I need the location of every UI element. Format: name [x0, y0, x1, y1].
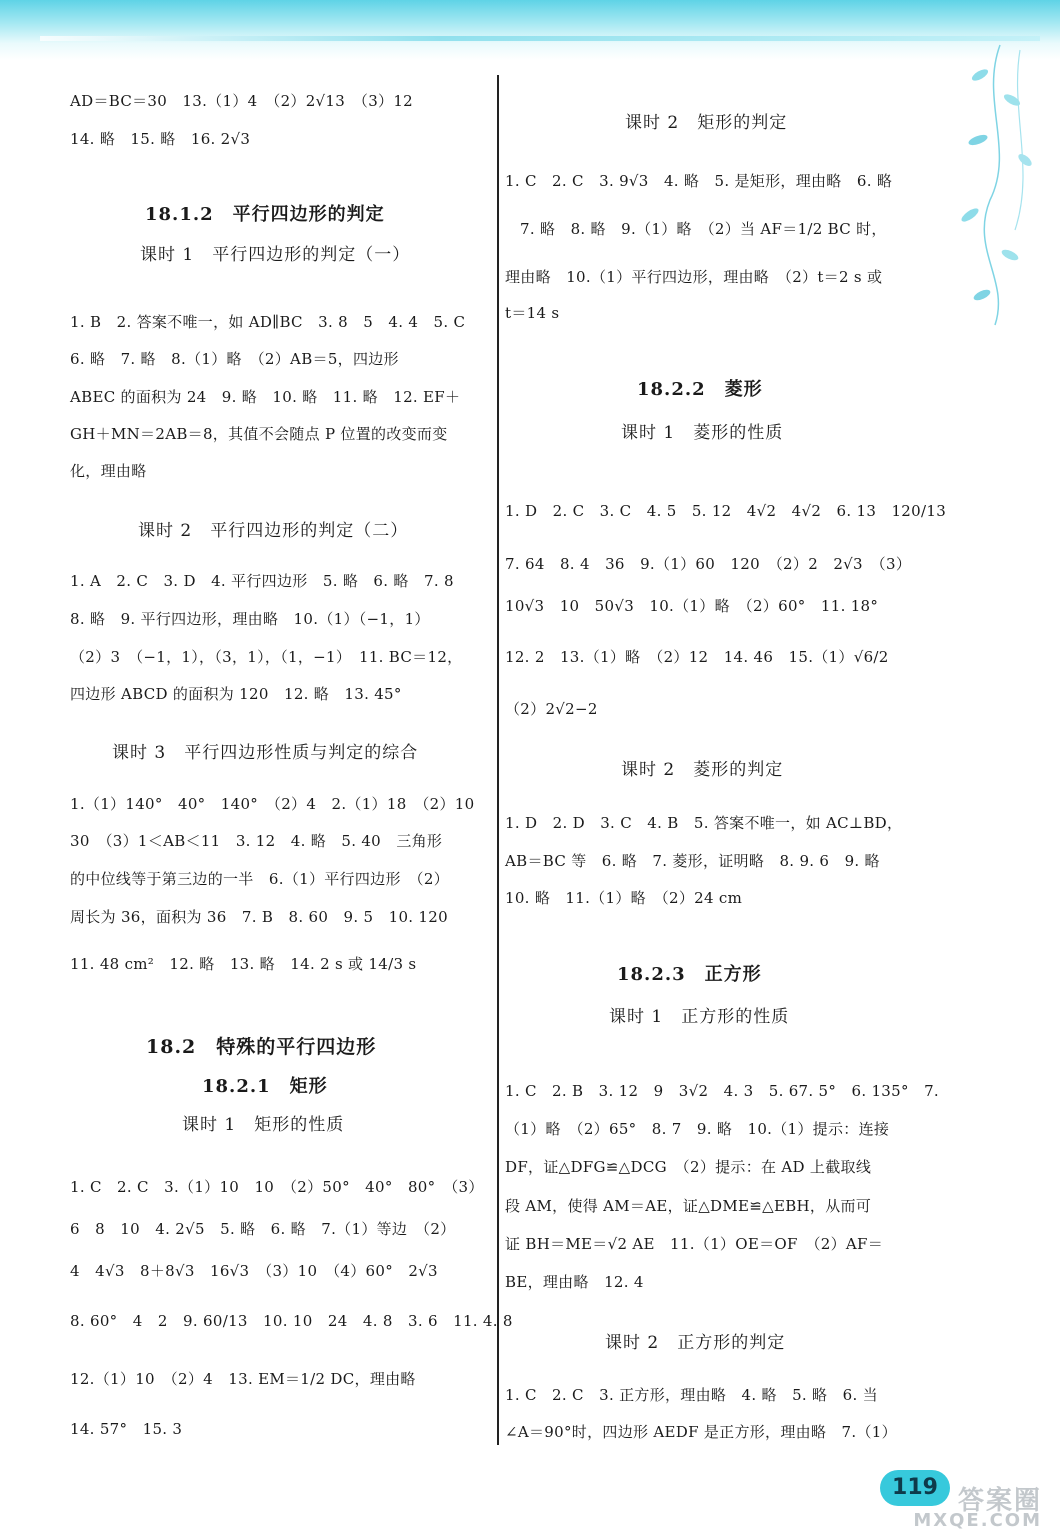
- answer-line: 14. 57° 15. 3: [70, 1420, 183, 1438]
- answer-line: ABEC 的面积为 24 9. 略 10. 略 11. 略 12. EF＋: [70, 388, 461, 406]
- answer-line: 1.（1）140° 40° 140° （2）4 2.（1）18 （2）10: [70, 795, 475, 813]
- section-title: 18.2.2 菱形: [637, 379, 763, 400]
- answer-line: 11. 48 cm² 12. 略 13. 略 14. 2 s 或 14/3 s: [70, 955, 417, 973]
- answer-line: 段 AM，使得 AM＝AE，证△DME≌△EBH，从而可: [505, 1197, 872, 1215]
- answer-line: 7. 略 8. 略 9.（1）略 （2）当 AF＝1/2 BC 时，: [520, 220, 887, 238]
- lesson-title: 课时 2 矩形的判定: [625, 113, 788, 133]
- answer-line: 四边形 ABCD 的面积为 120 12. 略 13. 45°: [70, 685, 402, 703]
- answer-line: 1. C 2. C 3. 正方形，理由略 4. 略 5. 略 6. 当: [505, 1386, 878, 1404]
- lesson-title: 课时 1 菱形的性质: [621, 423, 784, 443]
- lesson-title: 课时 3 平行四边形性质与判定的综合: [112, 743, 419, 763]
- answer-line: 化，理由略: [70, 462, 147, 480]
- lesson-title: 课时 1 正方形的性质: [609, 1007, 790, 1027]
- lesson-title: 课时 2 平行四边形的判定（二）: [138, 521, 409, 541]
- lesson-title: 课时 2 正方形的判定: [605, 1333, 786, 1353]
- header-banner: [0, 0, 1060, 60]
- answer-line: （2）3 （−1，1），（3，1），（1，−1） 11. BC＝12，: [70, 648, 463, 666]
- answer-line: 证 BH＝ME＝√2 AE 11.（1）OE＝OF （2）AF＝: [505, 1235, 884, 1253]
- answer-line: 1. A 2. C 3. D 4. 平行四边形 5. 略 6. 略 7. 8: [70, 572, 454, 590]
- watermark-text: 答案圈: [957, 1486, 1042, 1516]
- answer-line: 的中位线等于第三边的一半 6.（1）平行四边形 （2）: [70, 870, 450, 888]
- lesson-title: 课时 1 矩形的性质: [182, 1115, 345, 1135]
- answer-line: GH＋MN＝2AB＝8，其值不会随点 P 位置的改变而变: [70, 425, 448, 443]
- answer-line: 30 （3）1＜AB＜11 3. 12 4. 略 5. 40 三角形: [70, 832, 443, 850]
- answer-line: 6. 略 7. 略 8.（1）略 （2）AB＝5，四边形: [70, 350, 399, 368]
- answer-line: 4 4√3 8＋8√3 16√3 （3）10 （4）60° 2√3: [70, 1262, 438, 1280]
- section-title: 18.1.2 平行四边形的判定: [145, 204, 385, 225]
- answer-line: （1）略 （2）65° 8. 7 9. 略 10.（1）提示：连接: [505, 1120, 890, 1138]
- answer-line: ∠A＝90°时，四边形 AEDF 是正方形，理由略 7.（1）: [505, 1423, 897, 1441]
- answer-line: 6 8 10 4. 2√5 5. 略 6. 略 7.（1）等边 （2）: [70, 1220, 456, 1238]
- page-number: 119: [880, 1470, 950, 1506]
- answer-line: t＝14 s: [505, 304, 560, 322]
- watermark-url: MXQE.COM: [913, 1510, 1042, 1531]
- answer-line: 8. 略 9. 平行四边形，理由略 10.（1）（−1，1）: [70, 610, 430, 628]
- answer-line: 1. D 2. C 3. C 4. 5 5. 12 4√2 4√2 6. 13 120/13: [505, 502, 947, 520]
- column-divider: [497, 75, 499, 1445]
- lesson-title: 课时 1 平行四边形的判定（一）: [140, 245, 411, 265]
- watermark: [890, 1480, 1050, 1532]
- answer-line: 1. D 2. D 3. C 4. B 5. 答案不唯一，如 AC⊥BD，: [505, 814, 903, 832]
- answer-line: 周长为 36，面积为 36 7. B 8. 60 9. 5 10. 120: [70, 908, 448, 926]
- answer-line: 1. C 2. C 3.（1）10 10 （2）50° 40° 80° （3）: [70, 1178, 484, 1196]
- answer-line: 12. 2 13.（1）略 （2）12 14. 46 15.（1）√6/2: [505, 648, 889, 666]
- answer-line: AD＝BC＝30 13.（1）4 （2）2√13 （3）12: [70, 92, 414, 110]
- answer-line: （2）2√2−2: [505, 700, 598, 718]
- answer-line: 12.（1）10 （2）4 13. EM＝1/2 DC，理由略: [70, 1370, 416, 1388]
- answer-line: 1. C 2. C 3. 9√3 4. 略 5. 是矩形，理由略 6. 略: [505, 172, 893, 190]
- answer-line: BE，理由略 12. 4: [505, 1273, 644, 1291]
- answer-line: 理由略 10.（1）平行四边形，理由略 （2）t＝2 s 或: [505, 268, 883, 286]
- chapter-title: 18.2 特殊的平行四边形: [146, 1036, 377, 1058]
- answer-line: 10√3 10 50√3 10.（1）略 （2）60° 11. 18°: [505, 597, 879, 615]
- banner-stripe: [40, 36, 1040, 41]
- section-title: 18.2.3 正方形: [617, 964, 762, 985]
- answer-line: DF，证△DFG≌△DCG （2）提示：在 AD 上截取线: [505, 1158, 872, 1176]
- answer-line: 14. 略 15. 略 16. 2√3: [70, 130, 251, 148]
- answer-line: 8. 60° 4 2 9. 60/13 10. 10 24 4. 8 3. 6 11. 4. 8: [70, 1312, 513, 1330]
- answer-line: AB＝BC 等 6. 略 7. 菱形，证明略 8. 9. 6 9. 略: [505, 852, 880, 870]
- lesson-title: 课时 2 菱形的判定: [621, 760, 784, 780]
- answer-line: 10. 略 11.（1）略 （2）24 cm: [505, 889, 743, 907]
- section-title: 18.2.1 矩形: [202, 1076, 328, 1097]
- vine-decoration-icon: [940, 40, 1050, 330]
- answer-line: 1. C 2. B 3. 12 9 3√2 4. 3 5. 67. 5° 6. 135° 7.: [505, 1082, 940, 1100]
- answer-line: 1. B 2. 答案不唯一，如 AD∥BC 3. 8 5 4. 4 5. C: [70, 313, 466, 331]
- answer-line: 7. 64 8. 4 36 9.（1）60 120 （2）2 2√3 （3）: [505, 555, 912, 573]
